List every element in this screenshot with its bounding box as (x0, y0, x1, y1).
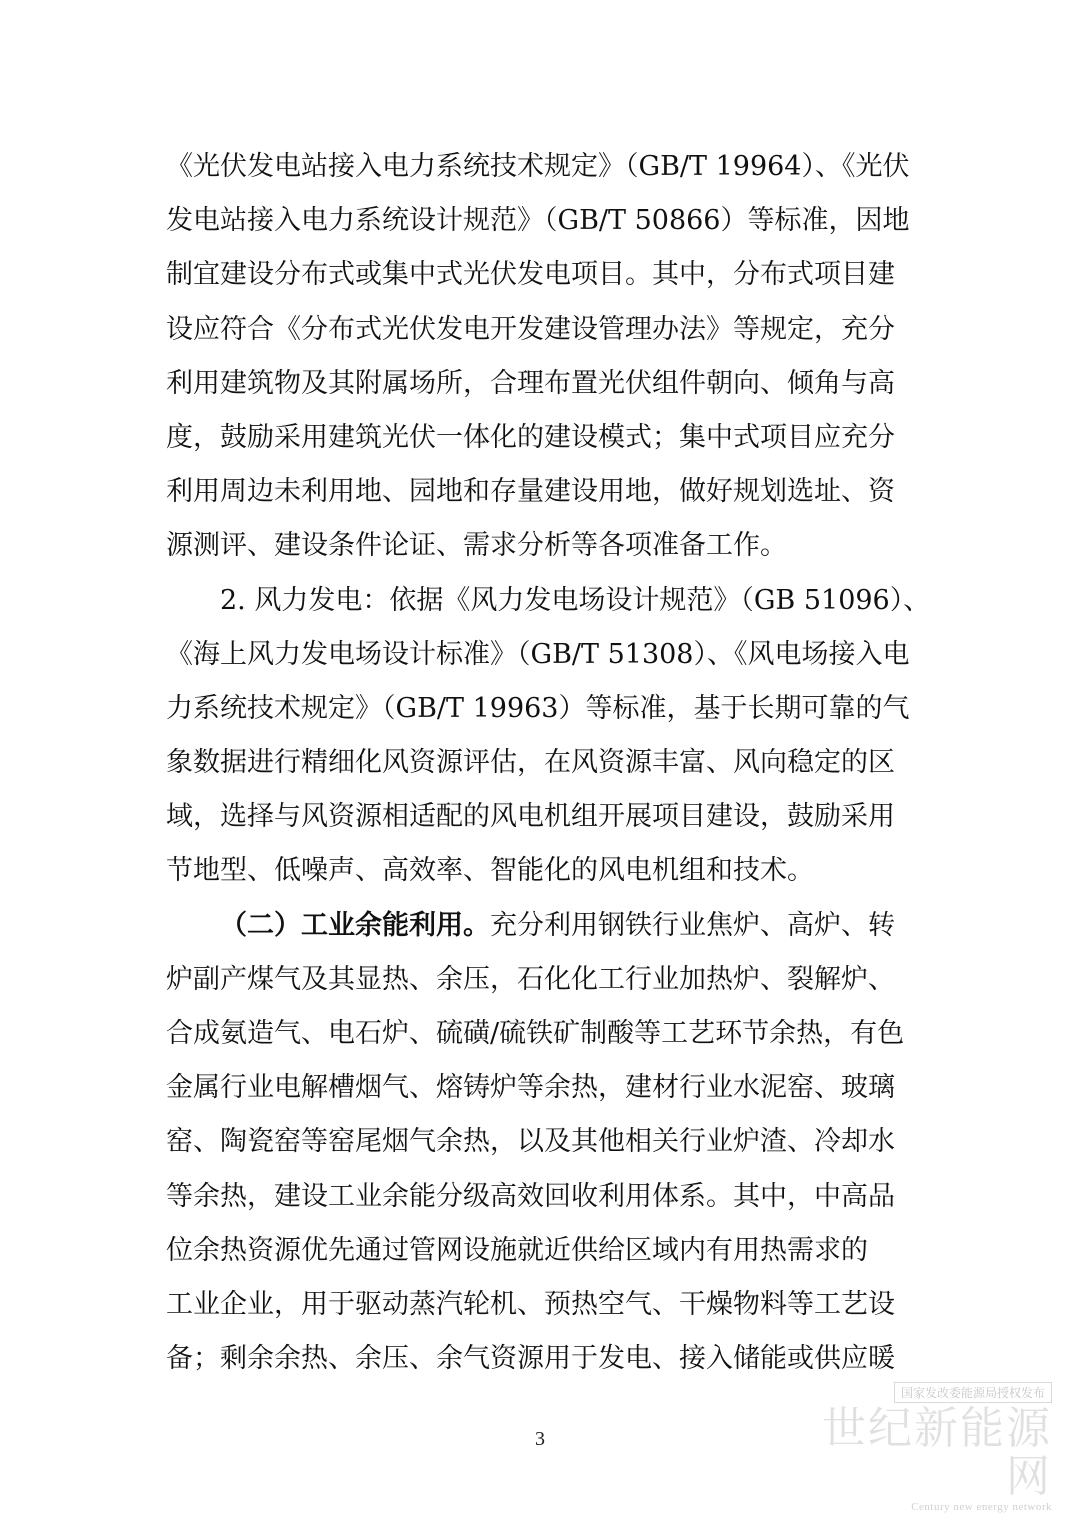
paragraph-line: 等余热，建设工业余能分级高效回收利用体系。其中，中高品 (166, 1180, 895, 1212)
paragraph-line: 制宜建设分布式或集中式光伏发电项目。其中，分布式项目建 (166, 259, 895, 291)
paragraph-line: 2. 风力发电：依据《风力发电场设计规范》（GB 51096）、 (220, 584, 931, 616)
paragraph-line: 工业企业，用于驱动蒸汽轮机、预热空气、干燥物料等工艺设 (166, 1288, 895, 1320)
paragraph-line: 象数据进行精细化风资源评估，在风资源丰富、风向稳定的区 (166, 747, 895, 779)
paragraph-line: 位余热资源优先通过管网设施就近供给区域内有用热需求的 (166, 1234, 868, 1266)
paragraph-line: 节地型、低噪声、高效率、智能化的风电机组和技术。 (166, 855, 814, 887)
paragraph-line: 备；剩余余热、余压、余气资源用于发电、接入储能或供应暖 (166, 1343, 895, 1375)
paragraph-line: 利用周边未利用地、园地和存量建设用地，做好规划选址、资 (166, 476, 895, 508)
section-heading-rest: 充分利用钢铁行业焦炉、高炉、转 (490, 909, 895, 941)
section-heading: （二）工业余能利用。 (220, 909, 490, 941)
paragraph-line: 源测评、建设条件论证、需求分析等各项准备工作。 (166, 530, 787, 562)
watermark-sub-text: Century new energy network (911, 1501, 1052, 1513)
paragraph-line: 金属行业电解槽烟气、熔铸炉等余热，建材行业水泥窑、玻璃 (166, 1072, 895, 1104)
watermark-top-text: 国家发改委能源局授权发布 (894, 1382, 1052, 1403)
paragraph-line: 度，鼓励采用建筑光伏一体化的建设模式；集中式项目应充分 (166, 421, 895, 453)
paragraph-line: 合成氨造气、电石炉、硫磺/硫铁矿制酸等工艺环节余热，有色 (166, 1018, 905, 1049)
paragraph-line: 设应符合《分布式光伏发电开发建设管理办法》等规定，充分 (166, 313, 895, 345)
paragraph-line: 《光伏发电站接入电力系统技术规定》（GB/T 19964）、《光伏 (166, 151, 910, 182)
watermark-logo (822, 1382, 1052, 1513)
paragraph-line: 利用建筑物及其附属场所，合理布置光伏组件朝向、倾角与高 (166, 367, 895, 399)
page-number: 3 (535, 1428, 545, 1450)
section-heading-line (166, 899, 918, 953)
body-text (166, 140, 931, 1386)
watermark-main-text: 世纪新能源网 (822, 1403, 1052, 1502)
paragraph-line: 域，选择与风资源相适配的风电机组开展项目建设，鼓励采用 (166, 801, 895, 833)
paragraph-line: 发电站接入电力系统设计规范》（GB/T 50866）等标准，因地 (166, 205, 910, 237)
paragraph-line: 《海上风力发电场设计标准》（GB/T 51308）、《风电场接入电 (166, 638, 910, 670)
paragraph-line: 炉副产煤气及其显热、余压，石化化工行业加热炉、裂解炉、 (166, 963, 895, 995)
paragraph-line: 窑、陶瓷窑等窑尾烟气余热，以及其他相关行业炉渣、冷却水 (166, 1126, 895, 1158)
paragraph-line: 力系统技术规定》（GB/T 19963）等标准，基于长期可靠的气 (166, 692, 910, 724)
